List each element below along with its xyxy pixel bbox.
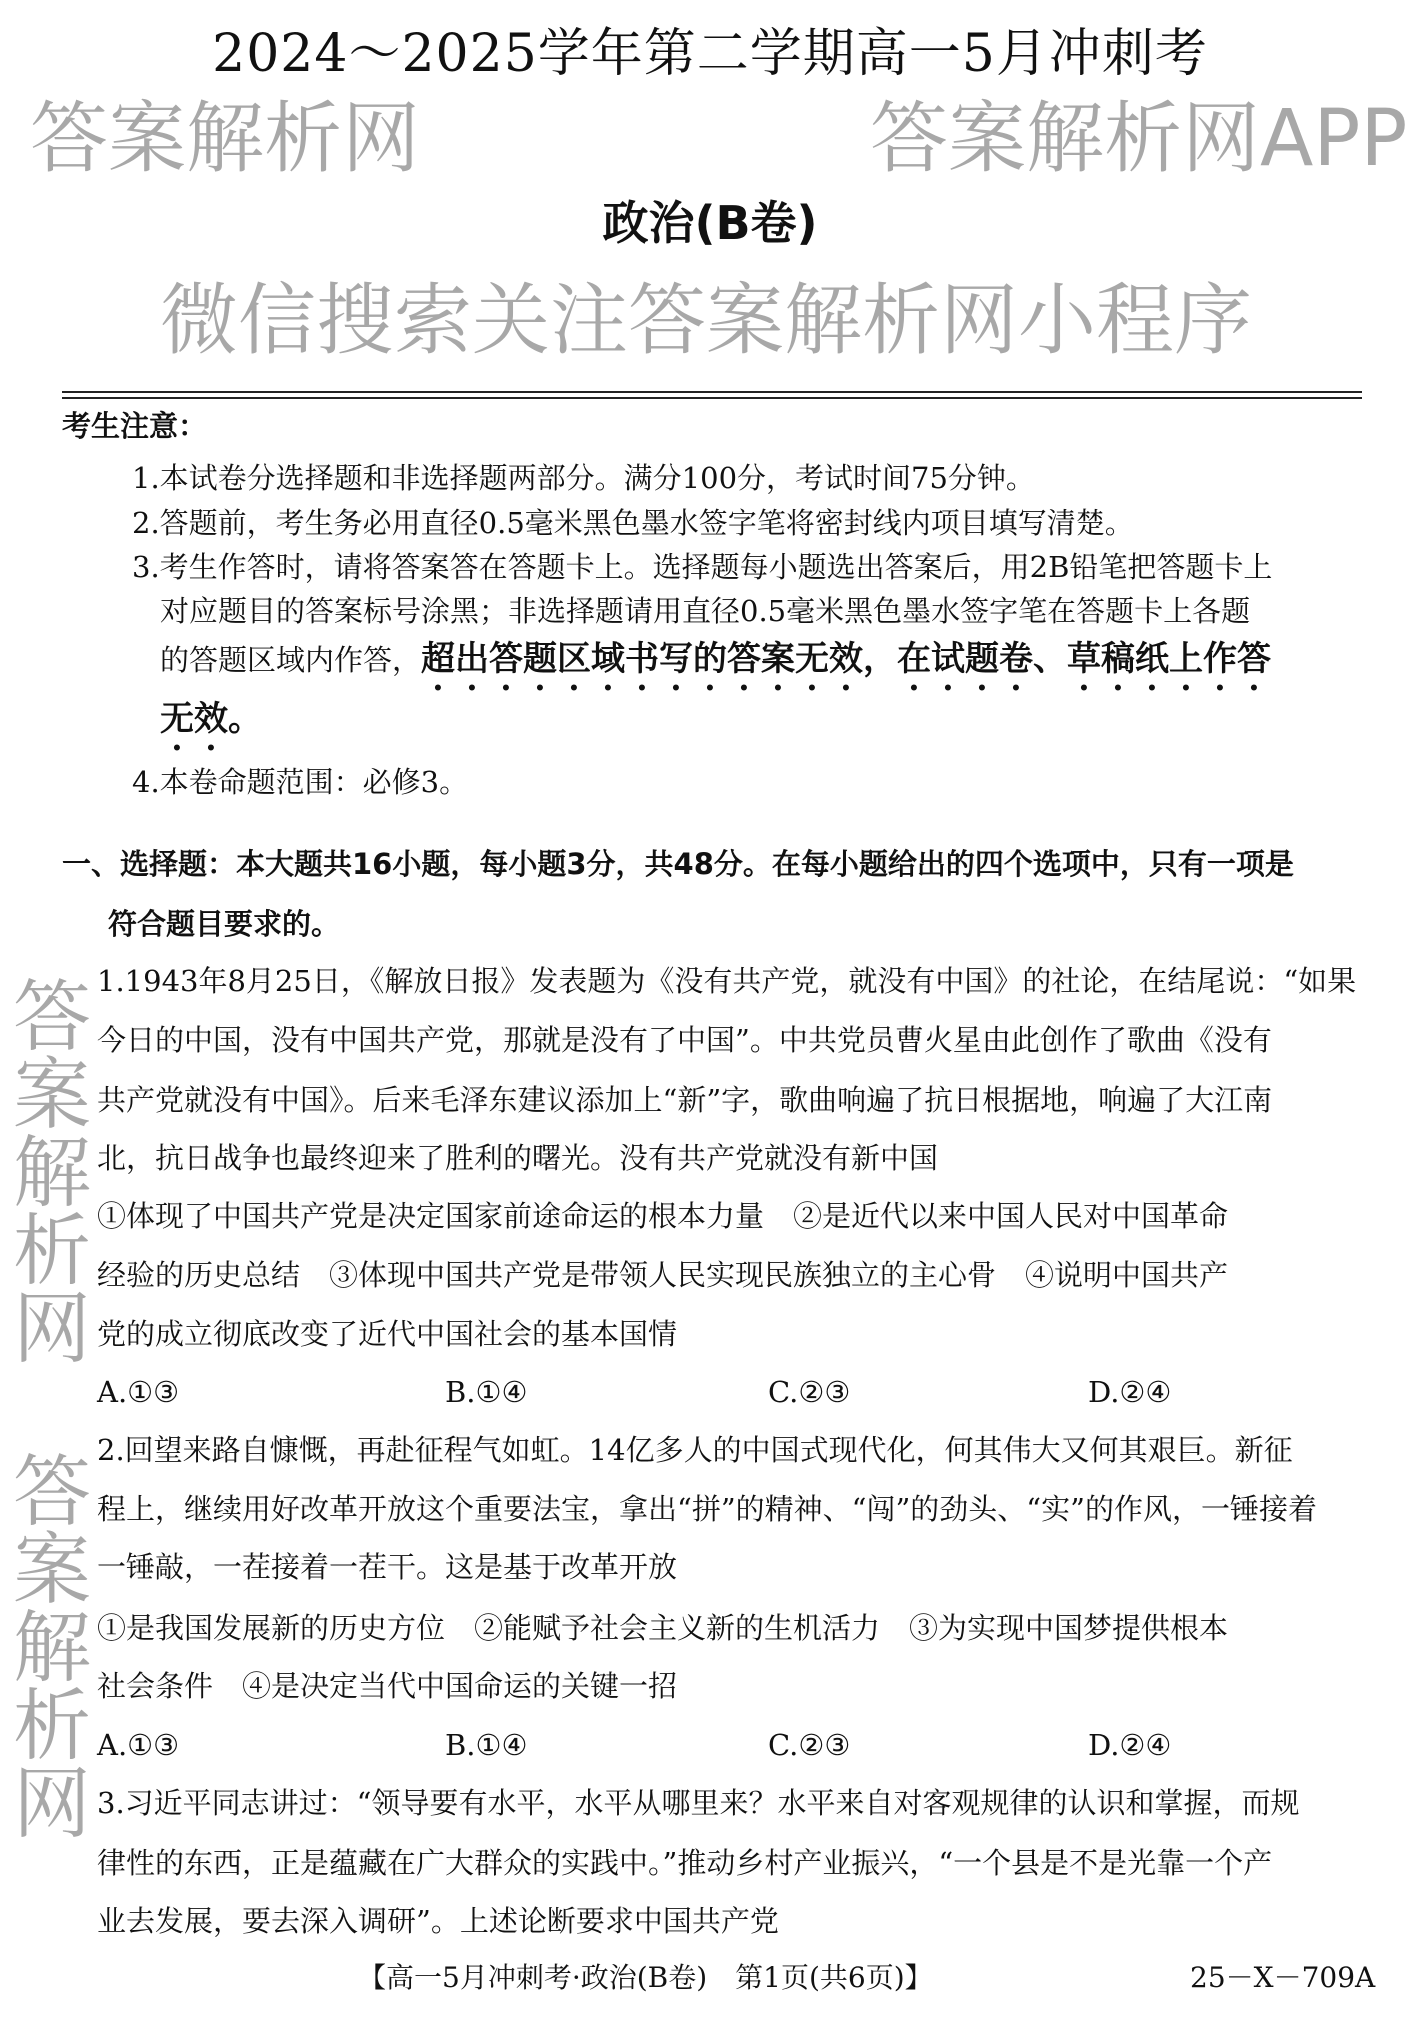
q1-option-a[interactable]: A.①③ (97, 1375, 180, 1409)
notice-item: 2.答题前，考生务必用直径0.5毫米黑色墨水签字笔将密封线内项目填写清楚。 (132, 506, 1134, 540)
notice-item: 3.考生作答时，请将答案答在答题卡上。选择题每小题选出答案后，用2B铅笔把答题卡上 (132, 550, 1273, 584)
question-3-text: 3.习近平同志讲过：“领导要有水平，水平从哪里来？水平来自对客观规律的认识和掌握，而规 (97, 1786, 1300, 1820)
notice-emphasis: 超出答题区域书写的答案无效，在试题卷、草稿纸上作答 (421, 639, 1272, 679)
watermark: 答案解析网APP (870, 94, 1408, 184)
exam-subtitle: 政治(B卷) (602, 196, 818, 250)
watermark: 答案解析网 (0, 975, 90, 1365)
question-2-text: 程上，继续用好改革开放这个重要法宝，拿出“拼”的精神、“闯”的劲头、“实”的作风，一锤接着 (97, 1492, 1317, 1526)
exam-code: 25－X－709A (1190, 1961, 1376, 1994)
page-footer: 【高一5月冲刺考·政治(B卷) 第1页(共6页)】 (358, 1961, 933, 1994)
divider (62, 391, 1362, 393)
notice-item-cont (160, 636, 1271, 699)
notice-item: 1.本试卷分选择题和非选择题两部分。满分100分，考试时间75分钟。 (132, 461, 1035, 495)
q2-option-c[interactable]: C.②③ (768, 1728, 851, 1762)
notice-item: 4.本卷命题范围：必修3。 (132, 765, 469, 799)
question-3-text: 业去发展，要去深入调研”。上述论断要求中国共产党 (97, 1904, 779, 1938)
q1-option-c[interactable]: C.②③ (768, 1375, 851, 1409)
q2-option-a[interactable]: A.①③ (97, 1728, 180, 1762)
question-1-statements: 党的成立彻底改变了近代中国社会的基本国情 (97, 1317, 678, 1351)
question-1-text: 共产党就没有中国》。后来毛泽东建议添加上“新”字，歌曲响遍了抗日根据地，响遍了大江南 (97, 1083, 1273, 1117)
section-heading: 符合题目要求的。 (108, 907, 341, 941)
question-1-text: 今日的中国，没有中国共产党，那就是没有了中国”。中共党员曹火星由此创作了歌曲《没有 (97, 1023, 1272, 1057)
notice-text: 的答题区域内作答， (160, 643, 422, 677)
exam-title: 2024～2025学年第二学期高一5月冲刺考 (212, 24, 1208, 84)
question-1-text: 北，抗日战争也最终迎来了胜利的曙光。没有共产党就没有新中国 (97, 1141, 939, 1175)
question-2-text: 2.回望来路自慷慨，再赴征程气如虹。14亿多人的中国式现代化，何其伟大又何其艰巨。新征 (97, 1433, 1293, 1467)
q1-option-b[interactable]: B.①④ (445, 1375, 528, 1409)
q2-option-b[interactable]: B.①④ (445, 1728, 528, 1762)
divider (62, 397, 1362, 399)
question-1-statements: 经验的历史总结 ③体现中国共产党是带领人民实现民族独立的主心骨 ④说明中国共产 (97, 1258, 1229, 1292)
question-2-statements: ①是我国发展新的历史方位 ②能赋予社会主义新的生机活力 ③为实现中国梦提供根本 (97, 1611, 1229, 1645)
question-3-text: 律性的东西，正是蕴藏在广大群众的实践中。”推动乡村产业振兴，“一个县是不是光靠一个产 (97, 1846, 1273, 1880)
question-2-text: 一锤敲，一茬接着一茬干。这是基于改革开放 (97, 1550, 678, 1584)
question-1-statements: ①体现了中国共产党是决定国家前途命运的根本力量 ②是近代以来中国人民对中国革命 (97, 1199, 1229, 1233)
notice-heading: 考生注意： (62, 409, 208, 443)
watermark: 微信搜索关注答案解析网小程序 (160, 276, 1253, 366)
watermark: 答案解析网 (0, 1450, 90, 1840)
notice-item-cont: 对应题目的答案标号涂黑；非选择题请用直径0.5毫米黑色墨水签字笔在答题卡上各题 (160, 594, 1251, 628)
question-2-statements: 社会条件 ④是决定当代中国命运的关键一招 (97, 1669, 678, 1703)
watermark: 答案解析网 (30, 94, 421, 184)
question-1-text: 1.1943年8月25日，《解放日报》发表题为《没有共产党，就没有中国》的社论，在结尾说：“如果 (97, 964, 1357, 998)
section-heading: 一、选择题：本大题共16小题，每小题3分，共48分。在每小题给出的四个选项中，只有一项是 (62, 847, 1294, 881)
notice-emphasis: 无效。 (160, 699, 262, 739)
q2-option-d[interactable]: D.②④ (1088, 1728, 1172, 1762)
q1-option-d[interactable]: D.②④ (1088, 1375, 1172, 1409)
